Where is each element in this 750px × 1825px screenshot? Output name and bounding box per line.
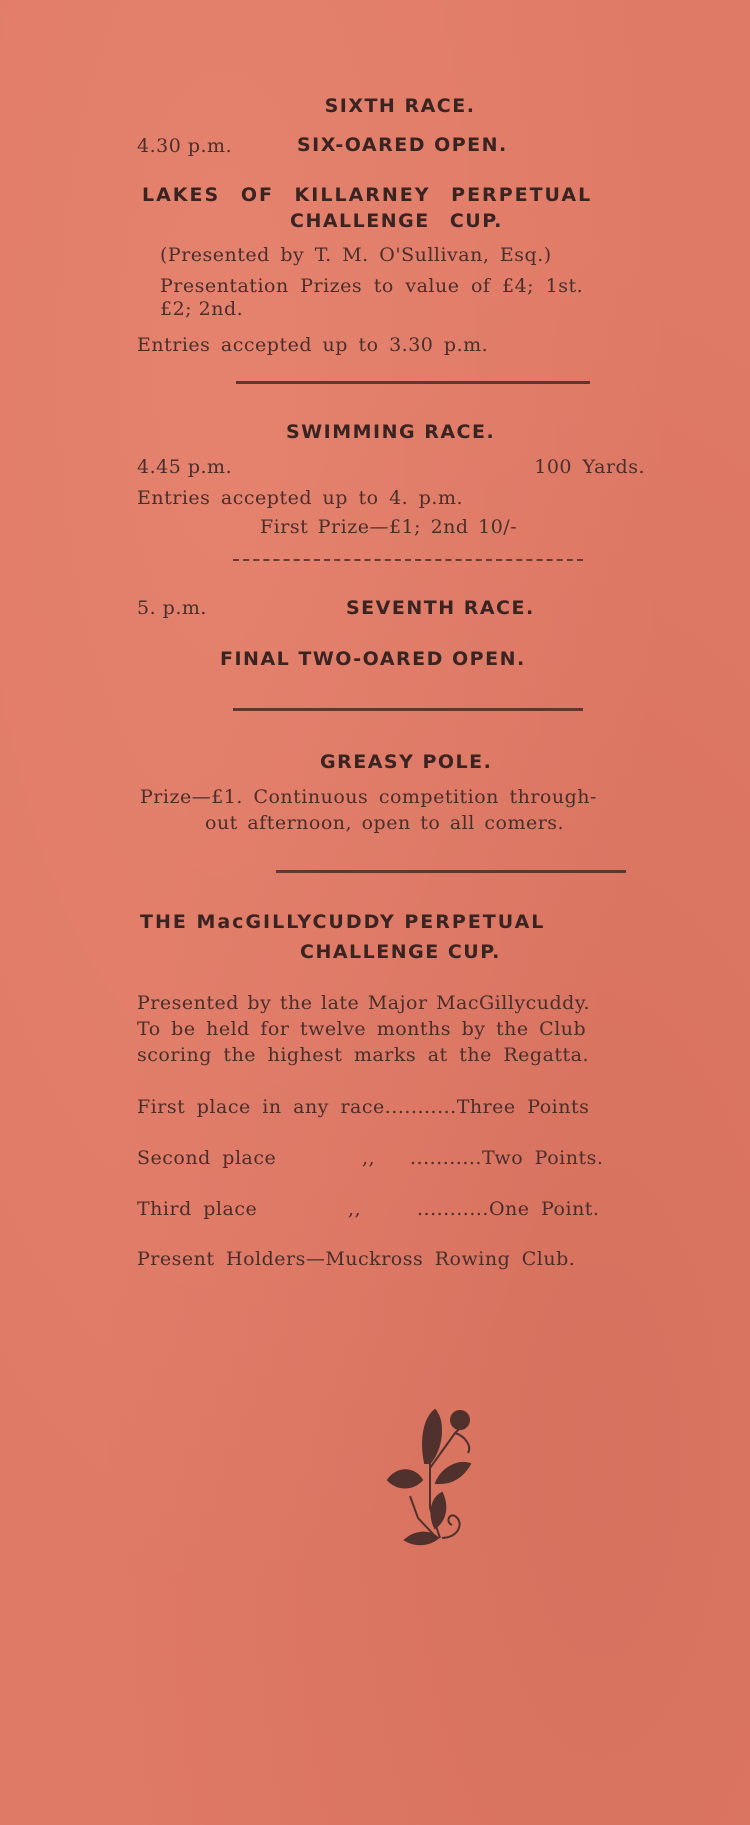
killarney-cup-title-1: LAKES OF KILLARNEY PERPETUAL: [142, 184, 593, 206]
points-place: First place in any race: [137, 1096, 385, 1118]
points-value: Three Points: [456, 1096, 590, 1118]
points-value: One Point.: [488, 1198, 600, 1220]
divider: [236, 381, 590, 384]
killarney-cup-title-2: CHALLENGE CUP.: [290, 210, 503, 232]
points-dots: ...........: [384, 1096, 457, 1118]
points-dots: ...........: [410, 1147, 482, 1169]
greasy-pole-heading: GREASY POLE.: [320, 751, 493, 773]
points-place: Second place: [137, 1147, 277, 1169]
divider: [233, 708, 583, 711]
points-row-first: [137, 1096, 589, 1118]
swimming-prizes: First Prize—£1; 2nd 10/-: [260, 516, 518, 538]
points-ditto: ,,: [362, 1147, 376, 1169]
points-row-second: [137, 1147, 276, 1169]
killarney-presented: (Presented by T. M. O'Sullivan, Esq.): [160, 244, 552, 266]
swimming-distance: 100 Yards.: [534, 456, 645, 478]
killarney-entries: Entries accepted up to 3.30 p.m.: [137, 334, 489, 356]
macgillycuddy-title-2: CHALLENGE CUP.: [300, 941, 501, 963]
present-holders: Present Holders—Muckross Rowing Club.: [137, 1248, 576, 1270]
points-value: Two Points.: [481, 1147, 604, 1169]
points-ditto: ,,: [348, 1198, 362, 1220]
seventh-race-event: FINAL TWO-OARED OPEN.: [220, 648, 526, 670]
divider: [233, 559, 583, 563]
sixth-race-time: 4.30 p.m.: [137, 135, 233, 157]
greasy-pole-line-2: out afternoon, open to all comers.: [205, 812, 565, 834]
swimming-entries: Entries accepted up to 4. p.m.: [137, 487, 464, 509]
macgillycuddy-desc-2: To be held for twelve months by the Club: [137, 1018, 587, 1040]
sixth-race-event: SIX-OARED OPEN.: [297, 134, 508, 156]
points-value-row: [410, 1147, 603, 1169]
macgillycuddy-desc-1: Presented by the late Major MacGillycuddy.: [137, 992, 591, 1014]
seventh-race-heading: SEVENTH RACE.: [346, 597, 535, 619]
points-place: Third place: [137, 1198, 258, 1220]
divider: [276, 870, 626, 873]
sixth-race-heading: SIXTH RACE.: [324, 95, 476, 117]
swimming-heading: SWIMMING RACE.: [286, 421, 496, 443]
points-dots: ...........: [417, 1198, 489, 1220]
killarney-prizes-2: £2; 2nd.: [160, 298, 244, 320]
seventh-race-time: 5. p.m.: [137, 597, 207, 619]
greasy-pole-line-1: Prize—£1. Continuous competition through-: [140, 786, 597, 808]
flower-vignette-icon: [380, 1398, 475, 1553]
macgillycuddy-desc-3: scoring the highest marks at the Regatta.: [137, 1044, 590, 1066]
points-row-third: [137, 1198, 257, 1220]
macgillycuddy-title-1: THE MacGILLYCUDDY PERPETUAL: [140, 911, 546, 933]
points-value-row: [417, 1198, 599, 1220]
swimming-time: 4.45 p.m.: [137, 456, 233, 478]
killarney-prizes-1: Presentation Prizes to value of £4; 1st.: [160, 275, 584, 297]
